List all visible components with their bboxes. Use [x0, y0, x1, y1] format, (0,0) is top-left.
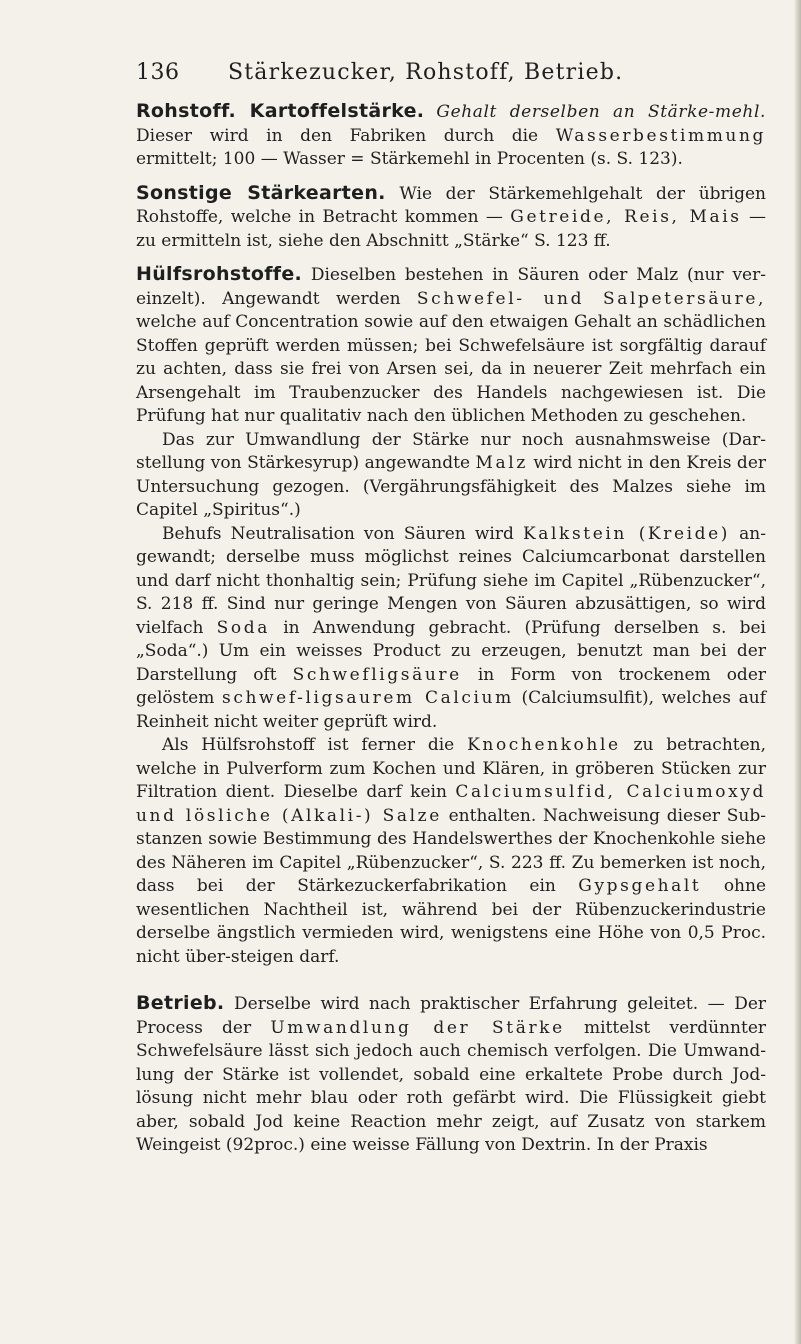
heading-rohstoff: Rohstoff. Kartoffelstärke. [136, 100, 425, 122]
text-run: enthalten. Nachweisung dieser Sub-stanzen sowie Bestimmung des Handelswerthes der Knochenkohle siehe des Näheren im Capitel „Rübenzucker“, S. 223 ff. Zu bemerken ist noch, dass bei der Stärkezuckerfabrikation ein [136, 805, 766, 896]
spaced-term: Getreide, Reis, Mais [510, 207, 742, 227]
spaced-term: Malz [475, 453, 528, 473]
spaced-term: Gypsgehalt [578, 876, 702, 896]
text-run: Derselbe wird nach praktischer Erfahrung geleitet. — Der Process der [136, 994, 767, 1038]
text-run: Dieselben bestehen in Säuren oder Malz (nur ver-einzelt). Angewandt werden [136, 265, 766, 309]
text-run: Behufs Neutralisation von Säuren wird [162, 523, 514, 544]
heading-huelfsrohstoffe: Hülfsrohstoffe. [136, 263, 303, 285]
page-edge-shadow [794, 0, 801, 1344]
text-run: an-gewandt; derselbe muss möglichst reines Calciumcarbonat darstellen und darf nicht thonhaltig sein; Prüfung siehe im Capitel „Rübenzucker“, S. 218 ff. Sind nur geringe Mengen von Säuren abzusättigen, so wird vielfach [136, 523, 766, 638]
text-run: welche auf Concentration sowie auf den etwaigen Gehalt an schädlichen Stoffen geprüft werden müssen; bei Schwefelsäure ist sorgfältig darauf zu achten, dass sie frei von Arsen sei, da in neuerer Zeit mehrfach ein Arsengehalt im Traubenzucker des Handels nachgewiesen ist. Die Prüfung hat nur qualitativ nach den üblichen Methoden zu geschehen. [136, 312, 766, 426]
spaced-term: Umwandlung der Stärke [270, 1017, 565, 1038]
text-run: (Calciumsulfit), welches auf Reinheit nicht weiter geprüft wird. [136, 688, 766, 732]
text-run: zu betrachten, welche in Pulverform zum Kochen und Klären, in gröberen Stücken zur Filtration dient. Dieselbe darf kein [136, 735, 767, 802]
page-header [136, 60, 766, 90]
text-run: wird nicht in den Kreis der Untersuchung gezogen. (Vergährungsfähigkeit des Malzes siehe im Capitel „Spiritus“.) [136, 453, 767, 520]
text-run: Als Hülfsrohstoff ist ferner die [162, 735, 455, 755]
spaced-term: Schwefel- und Salpetersäure, [416, 288, 766, 309]
spaced-term: Kalkstein (Kreide) [522, 523, 731, 544]
italic-phrase: Gehalt derselben an Stärke-mehl. [436, 102, 766, 122]
text-run: Das zur Umwandlung der Stärke nur noch ausnahmsweise (Dar-stellung von Stärkesyrup) angewandte [136, 429, 766, 473]
paragraph-sonstige [136, 182, 766, 254]
page-body [136, 100, 766, 1158]
paragraph-knochenkohle [136, 734, 766, 969]
paragraph-betrieb [136, 992, 766, 1158]
heading-sonstige-staerkearten: Sonstige Stärkearten. [136, 181, 386, 204]
text-run: in Anwendung gebracht. (Prüfung derselben s. bei „Soda“.) Um ein weisses Product zu erzeugen, benutzt man bei der Darstellung oft [136, 617, 766, 685]
heading-betrieb: Betrieb. [136, 992, 225, 1014]
paragraph-huelfsrohstoffe-1 [136, 263, 766, 429]
spaced-term: Calciumsulfid, Calciumoxyd und lösliche (Alkali-) Salze [136, 782, 767, 826]
text-run: mittelst verdünnter Schwefelsäure lässt sich jedoch auch chemisch verfolgen. Die Umwand-lung der Stärke ist vollendet, sobald eine erkaltete Probe durch Jod-lösung nicht mehr blau oder roth gefärbt wird. Die Flüssigkeit giebt aber, sobald Jod keine Reaction mehr zeigt, auf Zusatz von starkem Weingeist (92proc.) eine weisse Fällung von Dextrin. In der Praxis [136, 1017, 767, 1155]
text-run: in Form von trockenem oder gelöstem [136, 664, 766, 708]
page-number: 136 [136, 60, 180, 85]
spaced-term: Knochenkohle [467, 735, 621, 755]
spaced-term: Soda [216, 617, 270, 638]
paragraph-rohstoff [136, 100, 766, 172]
spaced-term: schwef-ligsaurem Calcium [222, 688, 514, 708]
text-run: Dieser wird in den Fabriken durch die [136, 125, 539, 146]
spaced-term: Wasserbestimmung [555, 125, 767, 146]
text-run: ermittelt; 100 — Wasser = Stärkemehl in Procenten (s. S. 123). [136, 149, 683, 169]
text-run: — zu ermitteln ist, siehe den Abschnitt „Stärke“ S. 123 ff. [136, 207, 767, 251]
text-run: Wie der Stärkemehlgehalt der übrigen Rohstoffe, welche in Betracht kommen — [136, 183, 766, 227]
paragraph-malz [136, 429, 766, 523]
paragraph-kalkstein [136, 523, 766, 735]
text-run: ohne wesentlichen Nachtheil ist, während bei der Rübenzuckerindustrie derselbe ängstlich vermieden wird, wenigstens eine Höhe von 0,5 Proc. nicht über-steigen darf. [136, 876, 767, 967]
running-title: Stärkezucker, Rohstoff, Betrieb. [228, 60, 624, 85]
spaced-term: Schwefligsäure [292, 664, 462, 685]
